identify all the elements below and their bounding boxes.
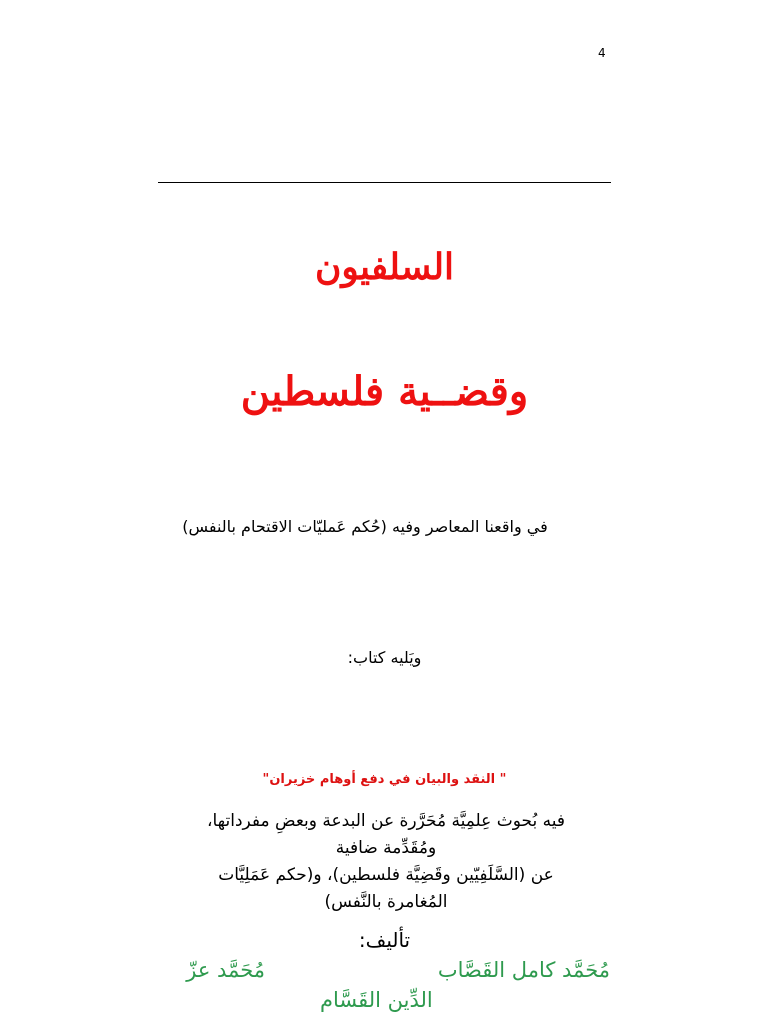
second-book-title: " النقد والبيان في دفع أوهام خزيران" <box>262 772 507 787</box>
author-name-2-part-1: مُحَمَّد عزّ <box>186 958 265 982</box>
description-line: المُغامرة بالنَّفس) <box>324 892 448 912</box>
book-title-line-1: السلفيون <box>314 246 455 288</box>
description-line: فيه بُحوث عِلمِيَّة مُحَرَّرة عن البدعة وبعضِ مفرداتها، <box>207 811 565 831</box>
book-description <box>160 808 612 916</box>
followed-by-label: ويَليه كتاب: <box>347 648 422 667</box>
author-name-2-part-2: الدِّين القَسَّام <box>320 988 433 1012</box>
description-line: عن (السَّلَفِيّين وقَضِيَّة فلسطين)، و(حكم عَمَلِيَّات <box>218 865 554 885</box>
header-rule <box>158 182 611 183</box>
book-subtitle: في واقعنا المعاصر وفيه (حُكم عَمليّات الاقتحام بالنفس) <box>182 517 548 536</box>
description-line: ومُقَدِّمة ضافية <box>335 838 437 858</box>
page-number: 4 <box>598 46 606 60</box>
author-name-1: مُحَمَّد كامل القَصَّاب <box>437 958 610 982</box>
book-title-line-2: وقضــية فلسطين <box>240 368 529 415</box>
author-label: تأليف: <box>358 928 411 952</box>
